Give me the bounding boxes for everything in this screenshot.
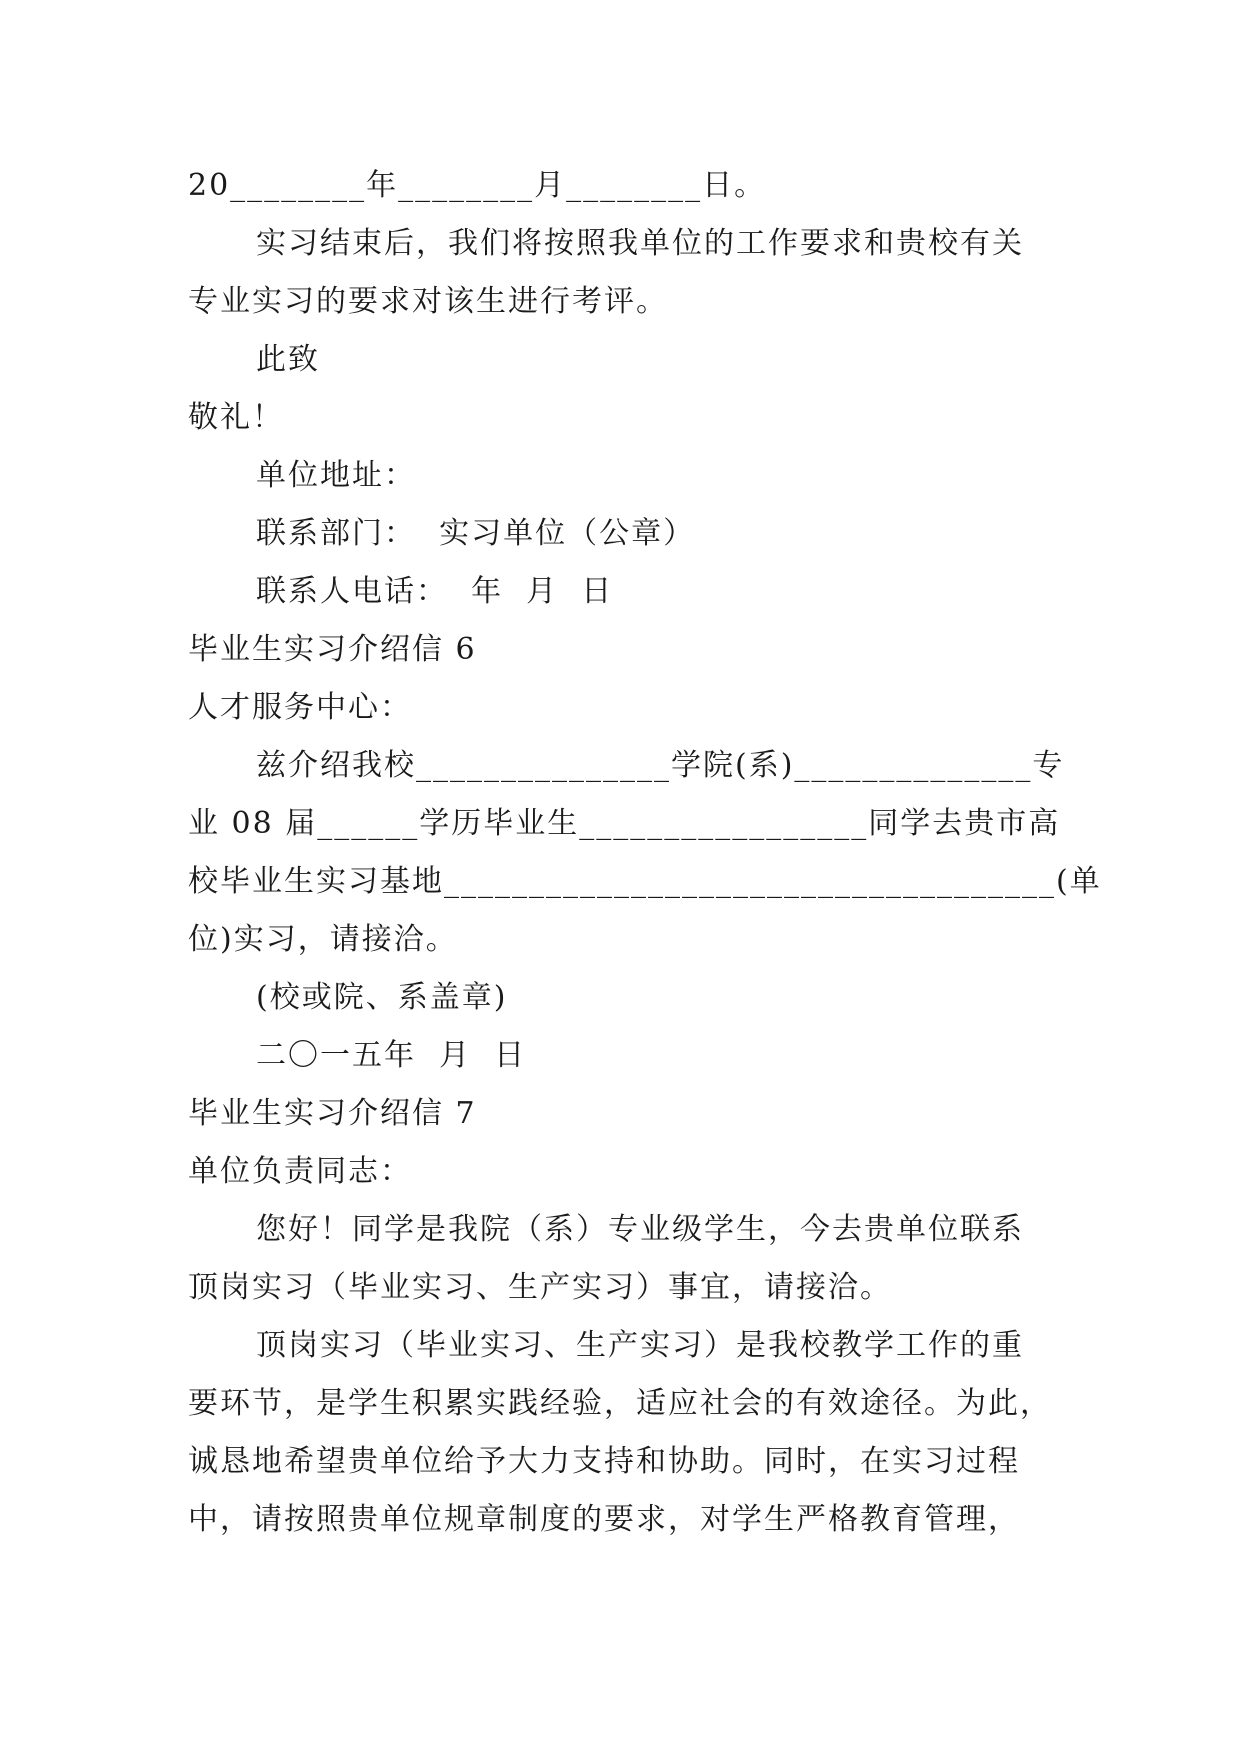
paragraph-line: 顶岗实习（毕业实习、生产实习）是我校教学工作的重 bbox=[256, 1328, 1024, 1363]
section-title: 毕业生实习介绍信 7 bbox=[188, 1096, 477, 1131]
paragraph-line: 实习结束后，我们将按照我单位的工作要求和贵校有关 bbox=[256, 226, 1024, 261]
paragraph-line: 中，请按照贵单位规章制度的要求，对学生严格教育管理， bbox=[188, 1502, 1020, 1537]
paragraph-line: 您好！同学是我院（系）专业级学生，今去贵单位联系 bbox=[256, 1212, 1024, 1247]
closing-phrase: 此致 bbox=[256, 342, 320, 377]
salutation: 敬礼！ bbox=[188, 400, 284, 435]
paragraph-line: 兹介绍我校_______________学院(系)______________专 bbox=[256, 748, 1065, 783]
section-title: 毕业生实习介绍信 6 bbox=[188, 632, 477, 667]
phone-field: 联系人电话： 年 月 日 bbox=[256, 574, 614, 609]
department-field: 联系部门： 实习单位（公章） bbox=[256, 516, 696, 551]
recipient-line: 人才服务中心： bbox=[188, 690, 412, 725]
recipient-line: 单位负责同志： bbox=[188, 1154, 412, 1189]
paragraph-line: 顶岗实习（毕业实习、生产实习）事宜，请接洽。 bbox=[188, 1270, 892, 1305]
stamp-note: (校或院、系盖章) bbox=[256, 980, 508, 1015]
paragraph-line: 校毕业生实习基地____________________________________(单 bbox=[188, 864, 1102, 899]
paragraph-line: 要环节，是学生积累实践经验，适应社会的有效途径。为此， bbox=[188, 1386, 1052, 1421]
date-line: 二〇一五年 月 日 bbox=[256, 1038, 527, 1073]
paragraph-line: 专业实习的要求对该生进行考评。 bbox=[188, 284, 668, 319]
paragraph-line: 位)实习，请接洽。 bbox=[188, 922, 458, 957]
paragraph-line: 诚恳地希望贵单位给予大力支持和协助。同时，在实习过程 bbox=[188, 1444, 1020, 1479]
address-field: 单位地址： bbox=[256, 458, 416, 493]
paragraph-line: 业 08 届______学历毕业生_________________同学去贵市高 bbox=[188, 806, 1061, 841]
date-blank-line: 20________年________月________日。 bbox=[188, 168, 767, 203]
